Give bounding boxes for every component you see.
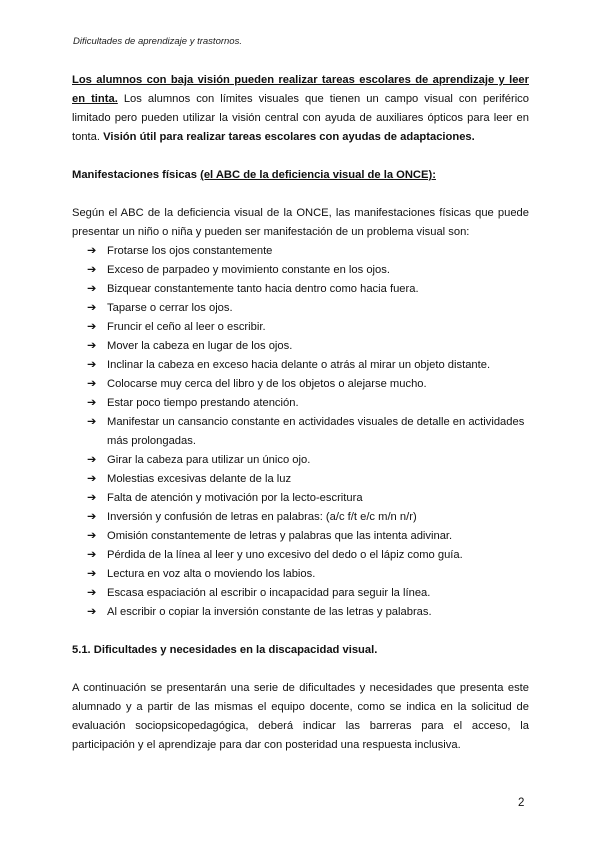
right-arrow-icon: ➔ <box>87 245 97 257</box>
list-item <box>87 546 529 565</box>
intro-lead: Los alumnos con baja visión pueden realizar tareas escolares de aprendizaje y leer en tinta. <box>72 74 529 105</box>
list-item <box>87 261 529 280</box>
intro-paragraph <box>72 71 529 147</box>
list-item <box>87 584 529 603</box>
list-item-text: Bizquear constantemente tanto hacia dentro como hacia fuera. <box>107 283 419 295</box>
right-arrow-icon: ➔ <box>87 378 97 390</box>
list-item <box>87 280 529 299</box>
running-header: Dificultades de aprendizaje y trastornos. <box>73 36 242 47</box>
list-item-text: Omisión constantemente de letras y palabras que las intenta adivinar. <box>107 530 453 542</box>
list-item <box>87 356 529 375</box>
right-arrow-icon: ➔ <box>87 587 97 599</box>
section-5-1-body: A continuación se presentarán una serie de dificultades y necesidades que presenta este alumnado y a partir de las mismas el equipo docente, como se indica en la solicitud de evaluación sociopsicopedagógica, deberá indicar las barreras para el acceso, la participación y el aprendizaje para dar con posteridad una respuesta inclusiva. <box>72 682 529 751</box>
list-item <box>87 451 529 470</box>
section-5-1-title: 5.1. Dificultades y necesidades en la discapacidad visual. <box>72 644 378 656</box>
list-item <box>87 394 529 413</box>
list-item <box>87 508 529 527</box>
right-arrow-icon: ➔ <box>87 511 97 523</box>
list-item <box>87 299 529 318</box>
list-item-text: Falta de atención y motivación por la lecto-escritura <box>107 492 363 504</box>
list-item-text: Frotarse los ojos constantemente <box>107 245 273 257</box>
list-item <box>87 470 529 489</box>
right-arrow-icon: ➔ <box>87 492 97 504</box>
page-number: 2 <box>518 797 525 809</box>
manifestations-title-underlined: (el ABC de la deficiencia visual de la ONCE): <box>200 169 436 181</box>
right-arrow-icon: ➔ <box>87 321 97 333</box>
list-item-text: Exceso de parpadeo y movimiento constante en los ojos. <box>107 264 390 276</box>
list-item-text: Fruncir el ceño al leer o escribir. <box>107 321 266 333</box>
list-item-text: Manifestar un cansancio constante en actividades visuales de detalle en actividades más prolongadas. <box>107 416 525 447</box>
right-arrow-icon: ➔ <box>87 264 97 276</box>
list-item-text: Girar la cabeza para utilizar un único ojo. <box>107 454 311 466</box>
list-item <box>87 603 529 622</box>
right-arrow-icon: ➔ <box>87 302 97 314</box>
intro-closing: Visión útil para realizar tareas escolares con ayudas de adaptaciones. <box>103 131 475 143</box>
list-item <box>87 337 529 356</box>
manifestations-intro: Según el ABC de la deficiencia visual de la ONCE, las manifestaciones físicas que puede presentar un niño o niña y pueden ser manifestación de un problema visual son: <box>72 207 529 238</box>
page-body <box>72 71 529 755</box>
manifestations-list <box>72 242 529 622</box>
right-arrow-icon: ➔ <box>87 416 97 428</box>
right-arrow-icon: ➔ <box>87 397 97 409</box>
intro-body: Los alumnos con límites visuales que tienen un campo visual con periférico limitado pero pueden utilizar la visión central con ayuda de auxiliares ópticos para leer en tonta. <box>72 93 529 143</box>
list-item-text: Molestias excesivas delante de la luz <box>107 473 292 485</box>
list-item-text: Mover la cabeza en lugar de los ojos. <box>107 340 293 352</box>
right-arrow-icon: ➔ <box>87 283 97 295</box>
list-item <box>87 375 529 394</box>
right-arrow-icon: ➔ <box>87 473 97 485</box>
list-item-text: Colocarse muy cerca del libro y de los objetos o alejarse mucho. <box>107 378 427 390</box>
right-arrow-icon: ➔ <box>87 549 97 561</box>
manifestations-title-plain: Manifestaciones físicas <box>72 169 201 181</box>
list-item-text: Pérdida de la línea al leer y uno excesivo del dedo o el lápiz como guía. <box>107 549 463 561</box>
right-arrow-icon: ➔ <box>87 606 97 618</box>
list-item <box>87 242 529 261</box>
list-item-text: Lectura en voz alta o moviendo los labios. <box>107 568 316 580</box>
right-arrow-icon: ➔ <box>87 530 97 542</box>
right-arrow-icon: ➔ <box>87 454 97 466</box>
list-item <box>87 527 529 546</box>
list-item-text: Al escribir o copiar la inversión constante de las letras y palabras. <box>107 606 432 618</box>
list-item-text: Estar poco tiempo prestando atención. <box>107 397 299 409</box>
right-arrow-icon: ➔ <box>87 340 97 352</box>
list-item <box>87 413 529 451</box>
list-item <box>87 565 529 584</box>
list-item-text: Escasa espaciación al escribir o incapacidad para seguir la línea. <box>107 587 431 599</box>
list-item <box>87 489 529 508</box>
list-item-text: Taparse o cerrar los ojos. <box>107 302 233 314</box>
manifestations-title <box>72 166 529 185</box>
list-item-text: Inversión y confusión de letras en palabras: (a/c f/t e/c m/n n/r) <box>107 511 417 523</box>
list-item-text: Inclinar la cabeza en exceso hacia delante o atrás al mirar un objeto distante. <box>107 359 491 371</box>
right-arrow-icon: ➔ <box>87 359 97 371</box>
list-item <box>87 318 529 337</box>
right-arrow-icon: ➔ <box>87 568 97 580</box>
